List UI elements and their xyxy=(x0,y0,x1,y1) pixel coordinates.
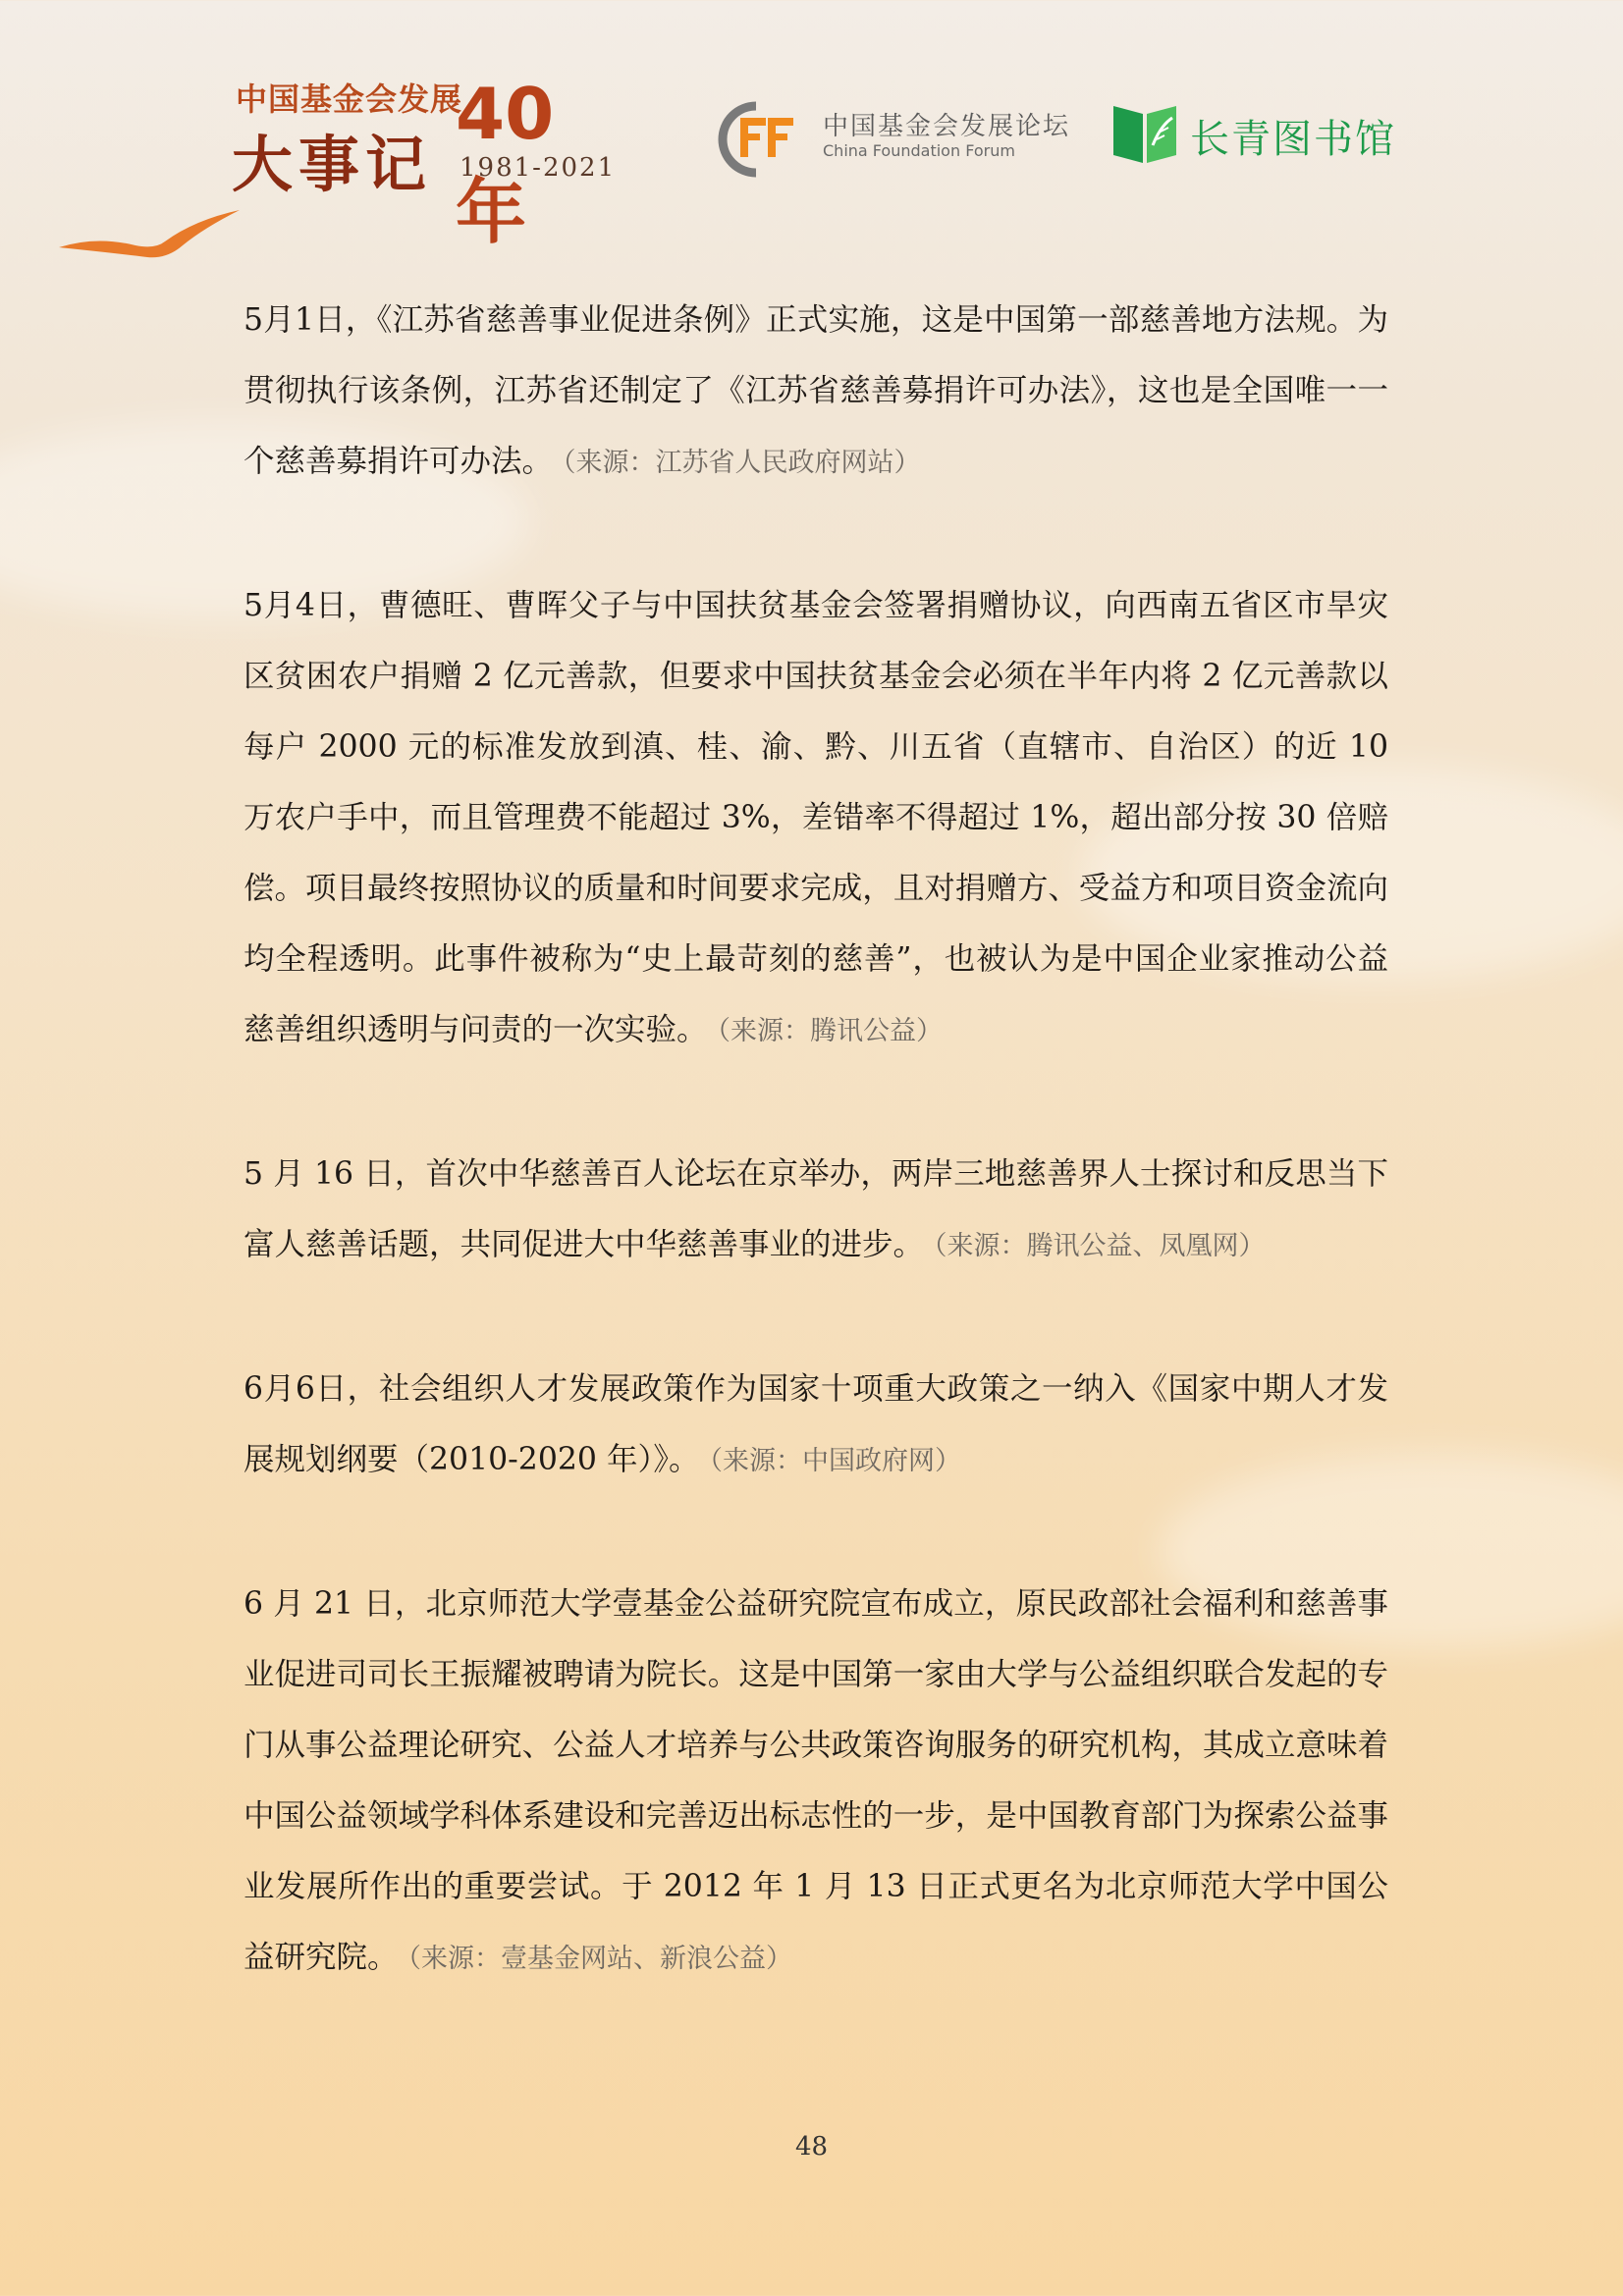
library-name: 长青图书馆 xyxy=(1190,117,1396,162)
seagull-icon xyxy=(57,206,243,265)
entry-source: （来源：腾讯公益） xyxy=(717,1016,944,1046)
logo-line1: 中国基金会发展 xyxy=(236,80,463,118)
logo-years: 1981-2021 xyxy=(460,153,617,183)
book-leaf-icon xyxy=(1109,96,1180,167)
entry-source: （来源：中国政府网） xyxy=(709,1446,961,1476)
forum-name-en: China Foundation Forum xyxy=(823,141,1015,160)
entry-source: （来源：江苏省人民政府网站） xyxy=(563,448,921,478)
logo-40: 40年 xyxy=(456,73,555,253)
chronicle-entry xyxy=(243,570,1388,1067)
page-number: 48 xyxy=(794,2132,829,2162)
chronicle-entry xyxy=(243,1354,1388,1497)
entry-source: （来源：腾讯公益、凤凰网） xyxy=(934,1231,1266,1261)
chronicle-entry xyxy=(243,1569,1388,1995)
entry-text: 6月6日，社会组织人才发展政策作为国家十项重大政策之一纳入《国家中期人才发展规划纲要（2010-2020 年）》。 xyxy=(243,1371,1388,1477)
forum-name-cn: 中国基金会发展论坛 xyxy=(823,112,1071,141)
changqing-library-logo xyxy=(1109,96,1424,175)
entry-text: 5月1日，《江苏省慈善事业促进条例》正式实施，这是中国第一部慈善地方法规。为贯彻执行该条例，江苏省还制定了《江苏省慈善募捐许可办法》，这也是全国唯一一个慈善募捐许可办法。 xyxy=(243,302,1388,479)
chronicle-entry xyxy=(243,285,1388,499)
cff-emblem-icon xyxy=(705,94,813,183)
page-header xyxy=(0,0,1623,265)
entry-source: （来源：壹基金网站、新浪公益） xyxy=(407,1944,793,1974)
china-foundation-forum-logo xyxy=(705,94,1078,183)
entry-text: 5月4日，曹德旺、曹晖父子与中国扶贫基金会签署捐赠协议，向西南五省区市旱灾区贫困农户捐赠 2 亿元善款，但要求中国扶贫基金会必须在半年内将 2 亿元善款以每户 2000 元的标准发放到滇、桂、渝、黔、川五省（直辖市、自治区）的近 10 万农户手中，而且管理费不能超过 3%，差错率不得超过 1%，超出部分按 30 倍赔偿。项目最终按照协议的质量和时间要求完成，且对捐赠方、受益方和项目资金流向均全程透明。此事件被称为“史上最苛刻的慈善”，也被认为是中国企业家推动公益慈善组织透明与问责的一次实验。 xyxy=(243,588,1388,1047)
entry-text: 6 月 21 日，北京师范大学壹基金公益研究院宣布成立，原民政部社会福利和慈善事业促进司司长王振耀被聘请为院长。这是中国第一家由大学与公益组织联合发起的专门从事公益理论研究、公益人才培养与公共政策咨询服务的研究机构，其成立意味着中国公益领域学科体系建设和完善迈出标志性的一步，是中国教育部门为探索公益事业发展所作出的重要尝试。于 2012 年 1 月 13 日正式更名为北京师范大学中国公益研究院。 xyxy=(243,1586,1388,1975)
entry-text: 5 月 16 日，首次中华慈善百人论坛在京举办，两岸三地慈善界人士探讨和反思当下富人慈善话题，共同促进大中华慈善事业的进步。 xyxy=(243,1156,1388,1262)
chronicle-entry xyxy=(243,1139,1388,1282)
anniversary-logo xyxy=(232,71,624,253)
logo-line2: 大事记 xyxy=(232,129,433,200)
document-body xyxy=(243,285,1388,2066)
